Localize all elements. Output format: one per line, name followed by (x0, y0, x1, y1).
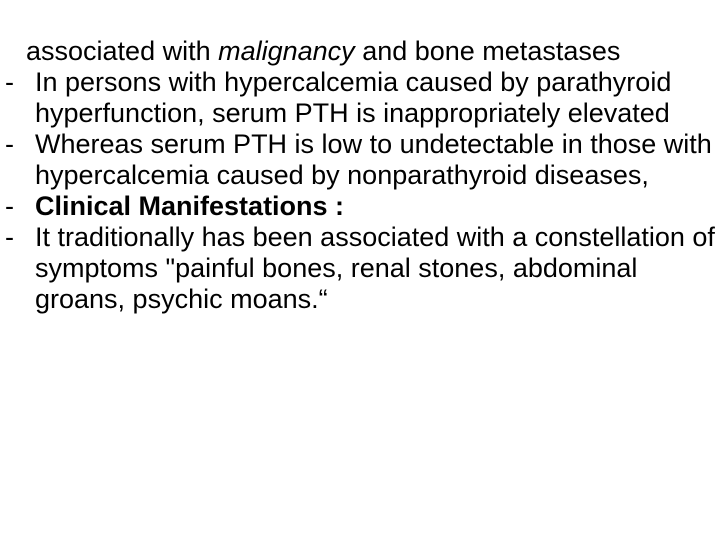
list-item-continuation (0, 36, 720, 67)
item-text-italic: malignancy (218, 36, 355, 66)
list-item-heading (0, 191, 720, 222)
section-heading: Clinical Manifestations : (35, 191, 345, 221)
item-text: It traditionally has been associated with a constellation of symptoms "painful bones, renal stones, abdominal groans, psychic moans.“ (35, 222, 715, 314)
bullet-dash: - (5, 129, 14, 159)
list-item (0, 222, 720, 315)
item-text: In persons with hypercalcemia caused by parathyroid hyperfunction, serum PTH is inappropriately elevated (35, 67, 672, 128)
bullet-dash: - (5, 222, 14, 252)
item-text-part: associated with (26, 36, 219, 66)
bullet-dash: - (5, 191, 14, 221)
bullet-list (0, 36, 720, 315)
item-text-part: and bone metastases (354, 36, 621, 66)
list-item (0, 129, 720, 191)
item-text: Whereas serum PTH is low to undetectable in those with hypercalcemia caused by nonparathyroid diseases, (35, 129, 712, 190)
item-text (26, 36, 720, 67)
list-item (0, 67, 720, 129)
bullet-dash: - (5, 67, 14, 97)
